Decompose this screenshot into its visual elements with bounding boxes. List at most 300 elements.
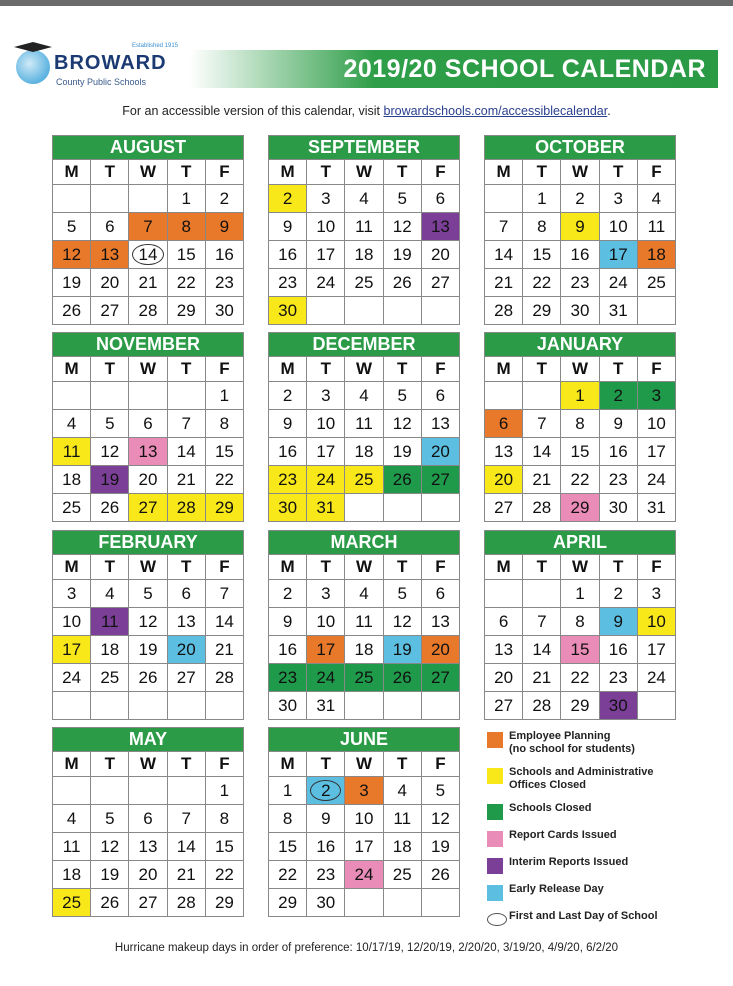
month-august <box>52 135 244 325</box>
day-cell <box>129 409 167 437</box>
day-cell <box>523 635 561 663</box>
week-row <box>53 240 243 268</box>
day-number: 21 <box>532 668 552 687</box>
month-april <box>484 530 676 720</box>
week-row <box>53 184 243 212</box>
day-number: 1 <box>219 781 230 800</box>
day-cell <box>168 579 206 607</box>
day-cell <box>485 409 523 437</box>
weekday-label: T <box>384 554 422 579</box>
weekday-label: F <box>206 751 243 776</box>
weekday-label: F <box>638 159 675 184</box>
day-number: 5 <box>397 189 407 208</box>
day-number: 8 <box>282 809 293 828</box>
day-cell <box>600 268 638 296</box>
legend-item <box>487 802 717 829</box>
day-number: 14 <box>532 442 552 461</box>
day-number: 12 <box>138 612 158 631</box>
day-cell <box>523 296 561 324</box>
day-cell <box>168 776 206 804</box>
weekday-label: T <box>307 554 345 579</box>
day-number: 22 <box>570 668 590 687</box>
day-number: 11 <box>62 837 81 856</box>
day-number: 25 <box>62 893 82 912</box>
day-cell <box>129 691 167 719</box>
day-number: 24 <box>608 273 628 292</box>
day-cell <box>206 493 243 521</box>
day-cell <box>384 212 422 240</box>
legend-item <box>487 730 717 766</box>
weekday-label: F <box>422 554 459 579</box>
day-cell <box>168 184 206 212</box>
day-cell <box>422 804 459 832</box>
day-number: 13 <box>138 837 158 856</box>
day-cell <box>53 268 91 296</box>
week-row <box>485 663 675 691</box>
day-number: 10 <box>354 809 374 828</box>
day-number: 29 <box>278 893 298 912</box>
week-row <box>269 691 459 719</box>
day-number: 9 <box>282 414 293 433</box>
day-cell <box>600 240 638 268</box>
day-number: 30 <box>214 301 234 320</box>
day-cell <box>206 381 243 409</box>
day-cell <box>485 579 523 607</box>
day-number: 13 <box>100 245 120 264</box>
legend-item <box>487 829 717 856</box>
day-cell <box>523 240 561 268</box>
day-cell <box>345 663 383 691</box>
legend-label: Interim Reports Issued <box>509 856 629 868</box>
day-number: 16 <box>316 837 336 856</box>
day-cell <box>422 888 459 916</box>
day-cell <box>129 184 167 212</box>
day-cell <box>129 804 167 832</box>
day-cell <box>307 607 345 635</box>
weekday-label: M <box>53 356 91 381</box>
day-number: 25 <box>354 668 374 687</box>
day-cell <box>53 607 91 635</box>
day-number: 27 <box>430 273 450 292</box>
weekday-label: F <box>638 554 675 579</box>
day-cell <box>129 888 167 916</box>
legend-label: Report Cards Issued <box>509 829 617 841</box>
day-cell <box>307 409 345 437</box>
day-number: 24 <box>62 668 82 687</box>
day-cell <box>485 465 523 493</box>
legend-item <box>487 766 717 802</box>
day-cell <box>91 409 129 437</box>
day-cell <box>91 579 129 607</box>
day-number: 6 <box>181 584 191 603</box>
week-row <box>53 268 243 296</box>
week-row <box>485 493 675 521</box>
day-number: 9 <box>613 414 623 433</box>
day-cell <box>600 607 638 635</box>
day-cell <box>269 409 307 437</box>
day-cell <box>422 635 459 663</box>
day-number: 18 <box>354 640 374 659</box>
day-cell <box>523 579 561 607</box>
day-cell <box>384 493 422 521</box>
day-number: 12 <box>100 442 120 461</box>
day-cell <box>422 663 459 691</box>
month-december <box>268 332 460 522</box>
day-cell <box>523 409 561 437</box>
day-cell <box>561 579 599 607</box>
weekday-label: M <box>53 751 91 776</box>
day-number: 21 <box>494 273 514 292</box>
day-cell <box>485 240 523 268</box>
day-number: 18 <box>646 245 666 264</box>
accessible-calendar-link[interactable]: browardschools.com/accessiblecalendar <box>383 104 608 118</box>
day-cell <box>206 860 243 888</box>
day-cell <box>53 663 91 691</box>
day-number: 19 <box>430 837 450 856</box>
week-row <box>53 635 243 663</box>
day-cell <box>269 184 307 212</box>
day-cell <box>269 493 307 521</box>
day-number: 13 <box>138 442 158 461</box>
day-number: 24 <box>646 470 666 489</box>
weekday-row <box>269 751 459 776</box>
month-title: MAY <box>53 728 243 751</box>
month-november <box>52 332 244 522</box>
week-row <box>485 296 675 324</box>
day-number: 5 <box>397 584 407 603</box>
legend-swatch <box>487 804 503 820</box>
day-cell <box>307 437 345 465</box>
week-row <box>485 409 675 437</box>
day-number: 14 <box>176 837 196 856</box>
week-row <box>269 493 459 521</box>
day-number: 8 <box>575 414 585 433</box>
day-cell <box>269 437 307 465</box>
day-number: 7 <box>219 584 230 603</box>
day-number: 16 <box>608 640 628 659</box>
day-number: 4 <box>359 189 369 208</box>
day-cell <box>168 493 206 521</box>
day-cell <box>206 832 243 860</box>
day-cell <box>561 268 599 296</box>
day-number: 14 <box>494 245 514 264</box>
day-cell <box>345 296 383 324</box>
day-number: 19 <box>392 640 412 659</box>
week-row <box>269 832 459 860</box>
day-number: 17 <box>354 837 374 856</box>
day-cell <box>345 437 383 465</box>
weekday-label: F <box>638 356 675 381</box>
day-number: 28 <box>176 893 196 912</box>
weekday-label: T <box>91 554 129 579</box>
day-cell <box>53 635 91 663</box>
day-number: 25 <box>392 865 412 884</box>
day-cell <box>600 296 638 324</box>
day-cell <box>53 296 91 324</box>
day-number: 26 <box>430 865 450 884</box>
day-cell <box>485 607 523 635</box>
day-cell <box>638 409 675 437</box>
day-number: 9 <box>575 217 585 236</box>
title-banner <box>190 50 718 88</box>
week-row <box>269 437 459 465</box>
weekday-label: M <box>53 554 91 579</box>
day-cell <box>53 437 91 465</box>
day-cell <box>600 691 638 719</box>
day-cell <box>168 832 206 860</box>
day-cell <box>422 437 459 465</box>
weekday-label: W <box>345 159 383 184</box>
day-cell <box>561 409 599 437</box>
day-cell <box>206 776 243 804</box>
day-number: 31 <box>608 301 628 320</box>
day-number: 3 <box>359 781 369 800</box>
day-cell <box>269 804 307 832</box>
day-cell <box>168 691 206 719</box>
day-cell <box>53 240 91 268</box>
day-number: 26 <box>392 273 412 292</box>
day-number: 14 <box>532 640 552 659</box>
day-number: 7 <box>498 217 509 236</box>
month-title: MARCH <box>269 531 459 554</box>
week-row <box>269 888 459 916</box>
legend-label: Schools Closed <box>509 802 592 814</box>
day-cell <box>168 437 206 465</box>
day-number: 7 <box>537 414 547 433</box>
day-cell <box>345 691 383 719</box>
day-cell <box>91 268 129 296</box>
week-row <box>485 184 675 212</box>
day-number: 13 <box>494 640 514 659</box>
week-row <box>269 663 459 691</box>
day-number: 14 <box>176 442 196 461</box>
week-row <box>53 296 243 324</box>
day-number: 25 <box>354 470 374 489</box>
day-number: 19 <box>392 442 412 461</box>
day-cell <box>91 860 129 888</box>
day-cell <box>206 409 243 437</box>
day-number: 17 <box>646 442 666 461</box>
day-number: 20 <box>494 668 514 687</box>
week-row <box>269 184 459 212</box>
day-number: 20 <box>494 470 514 489</box>
weekday-label: T <box>307 751 345 776</box>
weekday-row <box>53 356 243 381</box>
day-cell <box>384 296 422 324</box>
day-number: 29 <box>532 301 552 320</box>
day-number: 28 <box>138 301 158 320</box>
day-cell <box>561 212 599 240</box>
weekday-label: T <box>91 159 129 184</box>
day-cell <box>269 212 307 240</box>
day-number: 29 <box>570 498 590 517</box>
week-row <box>485 240 675 268</box>
week-row <box>53 804 243 832</box>
day-cell <box>53 579 91 607</box>
day-cell <box>168 296 206 324</box>
day-cell <box>168 607 206 635</box>
day-cell <box>53 381 91 409</box>
day-number: 2 <box>282 386 293 405</box>
week-row <box>53 437 243 465</box>
day-cell <box>168 465 206 493</box>
day-number: 11 <box>62 442 81 461</box>
weekday-label: W <box>129 751 167 776</box>
day-number: 7 <box>181 809 191 828</box>
weekday-row <box>53 159 243 184</box>
weekday-label: M <box>269 554 307 579</box>
day-cell <box>53 465 91 493</box>
day-cell <box>345 465 383 493</box>
day-number: 6 <box>105 217 115 236</box>
day-number: 24 <box>316 470 336 489</box>
weekday-row <box>269 554 459 579</box>
legend-swatch <box>487 858 503 874</box>
day-number: 13 <box>430 612 450 631</box>
day-number: 13 <box>176 612 196 631</box>
day-cell <box>168 860 206 888</box>
day-cell <box>168 409 206 437</box>
day-cell <box>269 635 307 663</box>
day-cell <box>422 212 459 240</box>
week-row <box>53 465 243 493</box>
day-cell <box>345 381 383 409</box>
day-number: 3 <box>613 189 623 208</box>
weekday-label: W <box>561 554 599 579</box>
weekday-label: W <box>345 554 383 579</box>
day-number: 8 <box>219 414 230 433</box>
month-title: DECEMBER <box>269 333 459 356</box>
week-row <box>485 691 675 719</box>
day-cell <box>53 212 91 240</box>
day-cell <box>422 240 459 268</box>
week-row <box>269 268 459 296</box>
day-number: 26 <box>138 668 158 687</box>
day-cell <box>600 635 638 663</box>
day-cell <box>345 776 383 804</box>
day-number: 3 <box>321 189 331 208</box>
day-number: 24 <box>354 865 374 884</box>
day-number: 11 <box>393 809 412 828</box>
day-number: 23 <box>316 865 336 884</box>
day-cell <box>384 635 422 663</box>
day-cell <box>345 804 383 832</box>
accessibility-text: For an accessible version of this calendar, visit <box>122 104 384 118</box>
day-cell <box>53 184 91 212</box>
day-number: 9 <box>321 809 331 828</box>
weekday-label: T <box>168 554 206 579</box>
day-number: 24 <box>316 668 336 687</box>
weekday-label: T <box>523 554 561 579</box>
day-cell <box>600 184 638 212</box>
day-cell <box>523 607 561 635</box>
day-number: 19 <box>392 245 412 264</box>
day-cell <box>91 184 129 212</box>
day-cell <box>485 437 523 465</box>
day-cell <box>206 268 243 296</box>
day-number: 14 <box>214 612 234 631</box>
weekday-row <box>485 159 675 184</box>
weekday-label: M <box>269 356 307 381</box>
week-row <box>53 579 243 607</box>
day-number: 20 <box>176 640 196 659</box>
day-number: 17 <box>608 245 628 264</box>
day-cell <box>91 296 129 324</box>
weekday-label: T <box>523 356 561 381</box>
day-number: 18 <box>62 865 82 884</box>
day-cell <box>345 240 383 268</box>
day-cell <box>384 240 422 268</box>
day-number: 13 <box>430 414 450 433</box>
day-number: 2 <box>321 781 331 800</box>
week-row <box>269 607 459 635</box>
day-cell <box>345 832 383 860</box>
day-number: 30 <box>316 893 336 912</box>
day-cell <box>168 635 206 663</box>
day-number: 11 <box>355 612 373 631</box>
day-cell <box>638 663 675 691</box>
day-cell <box>384 579 422 607</box>
month-january <box>484 332 676 522</box>
day-cell <box>422 691 459 719</box>
week-row <box>269 776 459 804</box>
legend <box>487 730 717 937</box>
day-number: 18 <box>62 470 82 489</box>
month-september <box>268 135 460 325</box>
month-title: JUNE <box>269 728 459 751</box>
week-row <box>269 409 459 437</box>
day-number: 18 <box>354 442 374 461</box>
day-cell <box>307 579 345 607</box>
day-number: 22 <box>278 865 298 884</box>
hurricane-makeup-note: Hurricane makeup days in order of preference: 10/17/19, 12/20/19, 2/20/20, 3/19/20, 4/9/20, 6/2/20 <box>114 942 619 954</box>
day-number: 31 <box>316 498 336 517</box>
day-number: 23 <box>608 470 628 489</box>
day-cell <box>422 268 459 296</box>
day-number: 4 <box>66 414 77 433</box>
day-number: 23 <box>278 668 298 687</box>
weekday-row <box>269 159 459 184</box>
day-number: 6 <box>435 584 446 603</box>
weekday-label: T <box>91 356 129 381</box>
day-number: 28 <box>494 301 514 320</box>
day-number: 27 <box>494 498 514 517</box>
day-number: 19 <box>62 273 82 292</box>
month-february <box>52 530 244 720</box>
day-cell <box>638 691 675 719</box>
day-number: 24 <box>646 668 666 687</box>
day-cell <box>307 296 345 324</box>
day-number: 10 <box>316 217 336 236</box>
day-cell <box>638 607 675 635</box>
palm-tree-emblem-icon <box>16 50 50 84</box>
day-number: 17 <box>646 640 666 659</box>
day-cell <box>168 212 206 240</box>
day-cell <box>53 493 91 521</box>
day-cell <box>129 579 167 607</box>
day-cell <box>422 296 459 324</box>
weekday-row <box>485 554 675 579</box>
week-row <box>53 409 243 437</box>
day-cell <box>523 691 561 719</box>
day-cell <box>561 465 599 493</box>
day-cell <box>638 635 675 663</box>
day-number: 21 <box>138 273 158 292</box>
day-cell <box>129 268 167 296</box>
day-cell <box>168 888 206 916</box>
day-number: 26 <box>392 470 412 489</box>
day-cell <box>523 493 561 521</box>
